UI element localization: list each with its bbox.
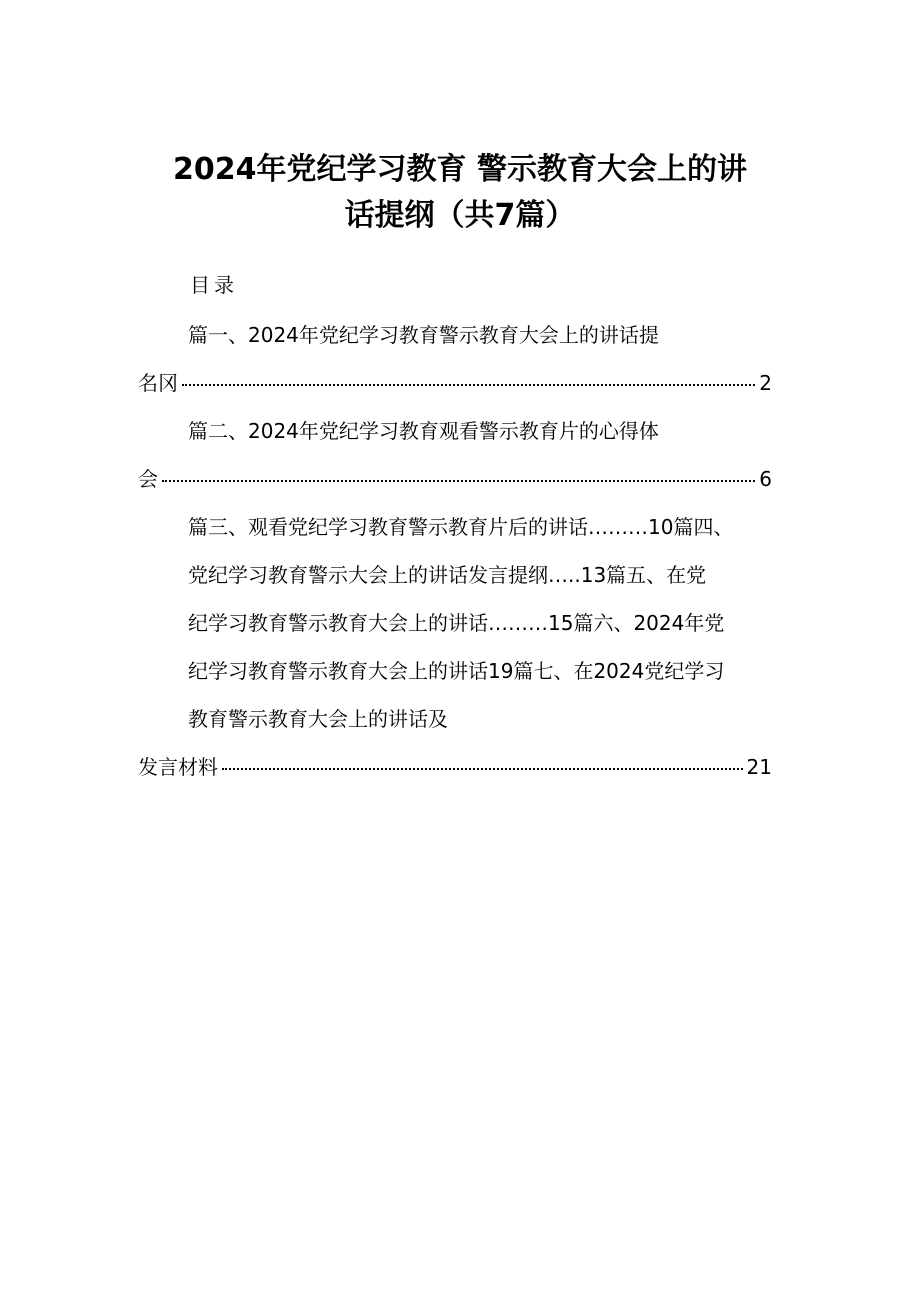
toc-entry-text: 发言材料 (138, 755, 218, 779)
toc-entry-text: 会 (138, 467, 158, 491)
document-title-line-2: 话提纲（共7篇） (344, 198, 576, 233)
toc-line: 纪学习教育警示教育大会上的讲话19篇七、在2024党纪学习 (188, 659, 725, 683)
dot-leader (222, 768, 743, 770)
toc-page-number: 2 (759, 371, 772, 395)
toc-heading: 目录 (190, 273, 238, 297)
dot-leader (162, 480, 755, 482)
toc-entry-text: 名冈 (138, 371, 178, 395)
toc-dotted-entry (138, 465, 772, 493)
toc-line: 党纪学习教育警示大会上的讲话发言提纲…..13篇五、在党 (188, 563, 707, 587)
toc-line: 教育警示教育大会上的讲话及 (188, 707, 448, 731)
toc-dotted-entry (138, 753, 772, 781)
dot-leader (182, 384, 755, 386)
toc-line: 篇一、2024年党纪学习教育警示教育大会上的讲话提 (188, 323, 659, 347)
document-title-line-1: 2024年党纪学习教育 警示教育大会上的讲 (173, 152, 747, 187)
toc-page-number: 6 (759, 467, 772, 491)
toc-line: 篇三、观看党纪学习教育警示教育片后的讲话………10篇四、 (188, 515, 734, 539)
toc-page-number: 21 (746, 755, 772, 779)
toc-line: 篇二、2024年党纪学习教育观看警示教育片的心得体 (188, 419, 659, 443)
toc-dotted-entry (138, 369, 772, 397)
toc-line: 纪学习教育警示教育大会上的讲话………15篇六、2024年党 (188, 611, 725, 635)
